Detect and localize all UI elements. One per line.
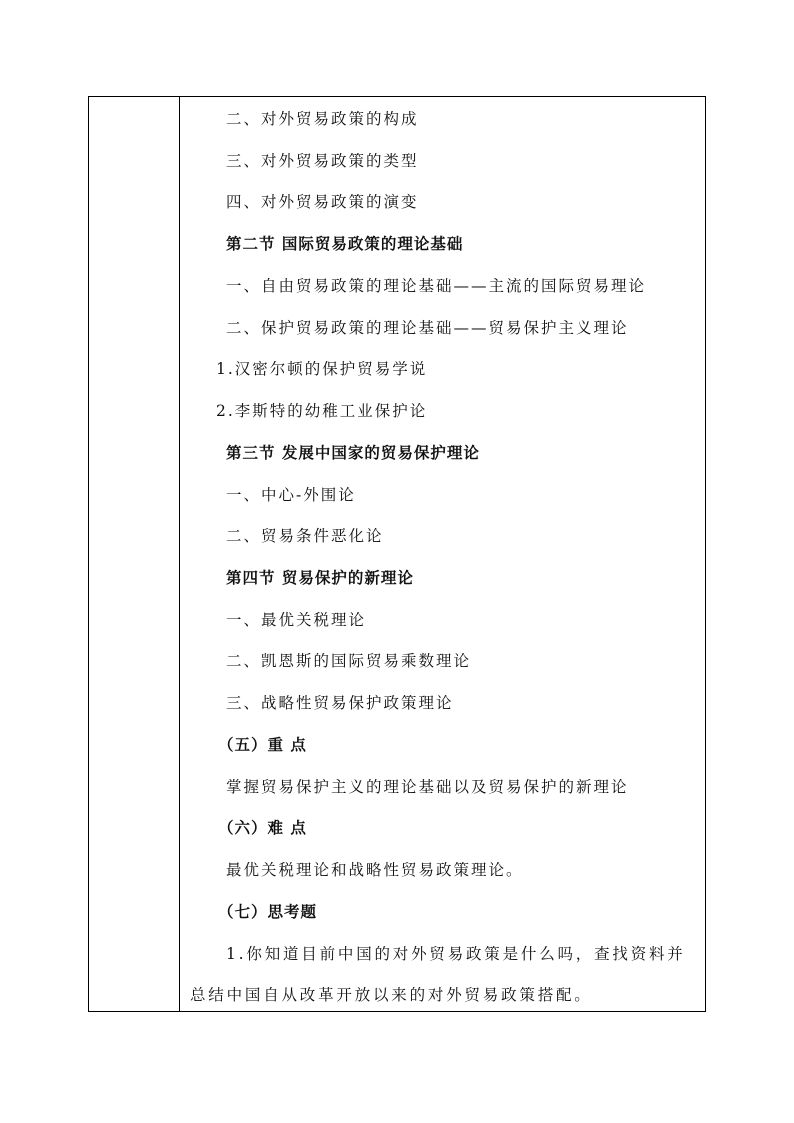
item-strategic-trade: 三、战略性贸易保护政策理论	[226, 694, 454, 712]
section-heading-4: 第四节 贸易保护的新理论	[226, 568, 414, 587]
item-keynes-multiplier: 二、凯恩斯的国际贸易乘数理论	[226, 652, 472, 670]
item-protection-basis: 二、保护贸易政策的理论基础——贸易保护主义理论	[226, 319, 629, 337]
difficulties-text: 最优关税理论和战略性贸易政策理论。	[226, 861, 524, 879]
section-heading-3: 第三节 发展中国家的贸易保护理论	[226, 443, 480, 462]
content-table	[88, 96, 706, 1012]
question-1-line-2: 总结中国自从改革开放以来的对外贸易政策搭配。	[190, 986, 593, 1004]
subitem-list: 2.李斯特的幼稚工业保护论	[216, 402, 428, 420]
content-cell	[180, 97, 705, 1011]
subitem-hamilton: 1.汉密尔顿的保护贸易学说	[216, 360, 428, 378]
questions-heading: （七）思考题	[218, 902, 318, 921]
question-1-line-1: 1.你知道目前中国的对外贸易政策是什么吗，查找资料并	[226, 945, 686, 963]
item-terms-of-trade: 二、贸易条件恶化论	[226, 527, 384, 545]
difficulties-heading: （六）难 点	[218, 818, 307, 837]
item-evolution: 四、对外贸易政策的演变	[226, 193, 419, 211]
item-center-periphery: 一、中心-外围论	[226, 486, 356, 504]
section-heading-2: 第二节 国际贸易政策的理论基础	[226, 234, 464, 253]
key-points-text: 掌握贸易保护主义的理论基础以及贸易保护的新理论	[226, 778, 629, 796]
item-types: 三、对外贸易政策的类型	[226, 152, 419, 170]
key-points-heading: （五）重 点	[218, 735, 307, 754]
item-composition: 二、对外贸易政策的构成	[226, 110, 419, 128]
item-optimal-tariff: 一、最优关税理论	[226, 611, 367, 629]
item-free-trade-basis: 一、自由贸易政策的理论基础——主流的国际贸易理论	[226, 277, 647, 295]
